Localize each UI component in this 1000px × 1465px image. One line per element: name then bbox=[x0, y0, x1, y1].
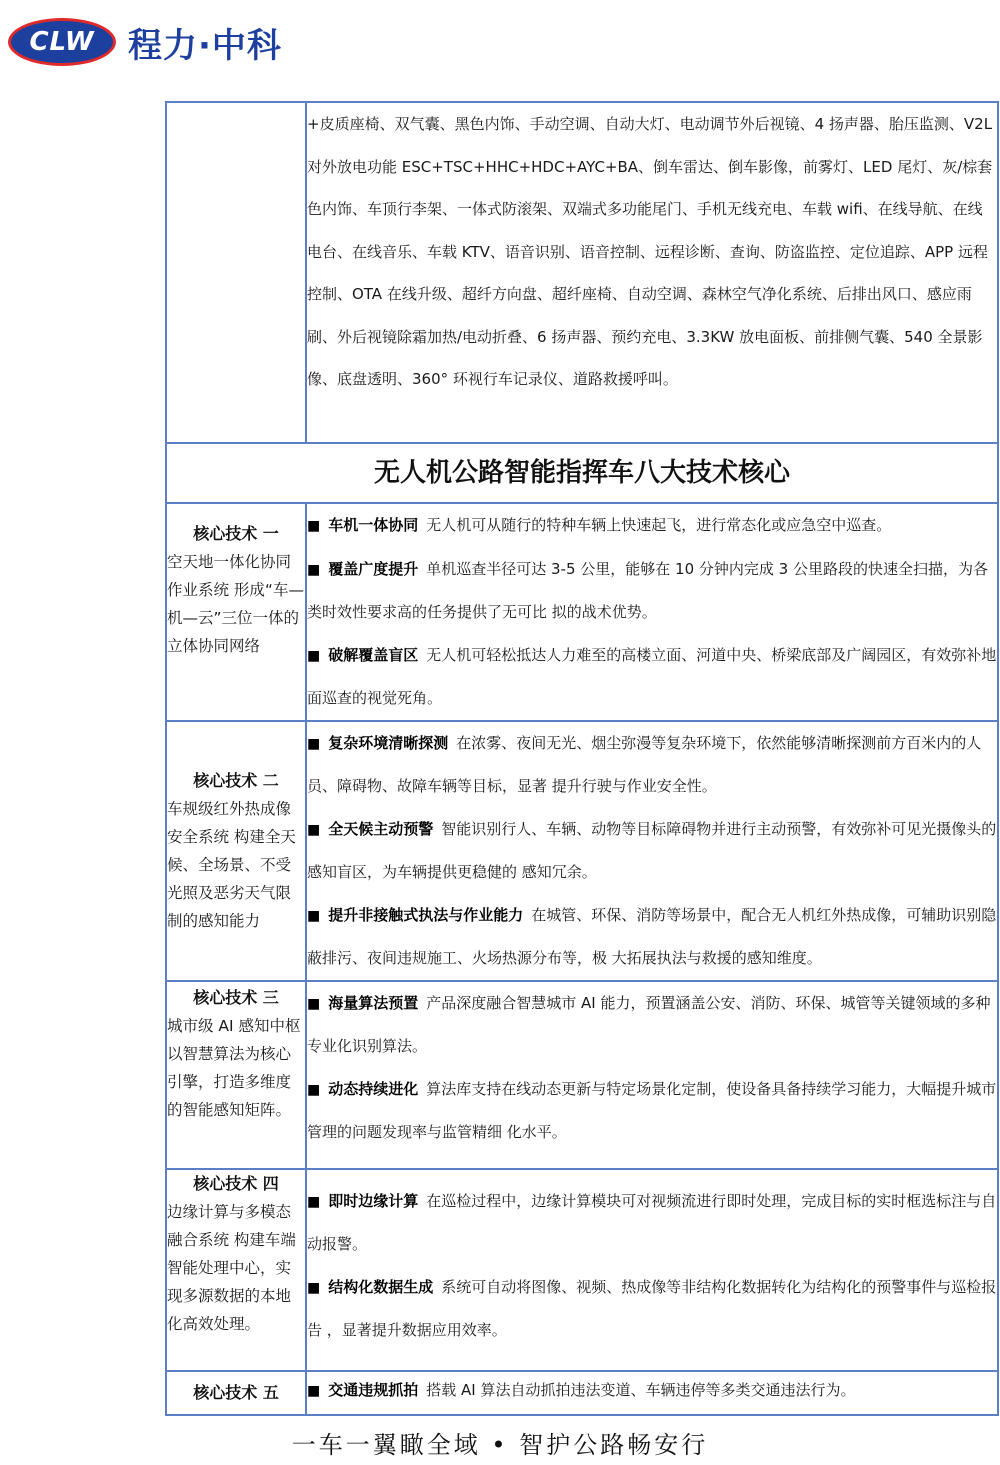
feature-title: 复杂环境清晰探测 bbox=[328, 733, 449, 752]
intro-left-cell bbox=[166, 102, 306, 443]
logo-mark-text: CLW bbox=[29, 27, 95, 57]
core-label-cell bbox=[166, 1169, 306, 1371]
bullet-square-icon: ■ bbox=[307, 1279, 321, 1296]
core-title: 核心技术 五 bbox=[193, 1382, 279, 1402]
feature-title: 全天候主动预警 bbox=[328, 819, 434, 838]
feature-item bbox=[307, 982, 997, 1068]
core-label-cell bbox=[166, 503, 306, 721]
feature-title: 海量算法预置 bbox=[328, 993, 419, 1012]
feature-item bbox=[307, 1266, 997, 1352]
core-features-cell bbox=[306, 721, 998, 981]
feature-text: 无人机可轻松抵达人力难至的高楼立面、河道中央、桥梁底部及广阔园区，有效弥补地面巡查的视觉死角。 bbox=[307, 645, 997, 707]
feature-title: 覆盖广度提升 bbox=[328, 559, 419, 578]
bullet-square-icon: ■ bbox=[307, 518, 321, 534]
section-title: 无人机公路智能指挥车八大技术核心 bbox=[166, 443, 998, 503]
feature-item bbox=[307, 894, 997, 980]
feature-text: 在城管、环保、消防等场景中，配合无人机红外热成像，可辅助识别隐蔽排污、夜间违规施工、火场热源分布等，极 大拓展执法与救援的感知维度。 bbox=[307, 905, 997, 967]
bullet-square-icon: ■ bbox=[307, 821, 321, 838]
logo-text: 程力·中科 bbox=[128, 25, 282, 66]
bullet-square-icon: ■ bbox=[307, 907, 321, 924]
core-row bbox=[166, 721, 998, 981]
core-features-cell bbox=[306, 1169, 998, 1371]
core-label-cell bbox=[166, 721, 306, 981]
bullet-square-icon: ■ bbox=[307, 1383, 321, 1399]
core-desc: 空天地一体化协同作业系统 形成“车—机—云”三位一体的立体协同网络 bbox=[167, 553, 304, 655]
feature-text: 系统可自动将图像、视频、热成像等非结构化数据转化为结构化的预警事件与巡检报告 ，显著提升数据应用效率。 bbox=[307, 1277, 997, 1339]
feature-text: 无人机可从随行的特种车辆上快速起飞，进行常态化或应急空中巡查。 bbox=[426, 516, 892, 534]
feature-item bbox=[307, 1373, 997, 1408]
feature-item bbox=[307, 548, 997, 634]
feature-text: 产品深度融合智慧城市 AI 能力，预置涵盖公安、消防、环保、城管等关键领域的多种专业化识别算法。 bbox=[307, 993, 991, 1055]
feature-text: 算法库支持在线动态更新与特定场景化定制，使设备具备持续学习能力，大幅提升城市管理的问题发现率与监管精细 化水平。 bbox=[307, 1079, 997, 1141]
bullet-square-icon: ■ bbox=[307, 735, 321, 752]
feature-item bbox=[307, 634, 997, 720]
feature-item bbox=[307, 1068, 997, 1154]
spec-table bbox=[165, 101, 999, 1416]
feature-title: 车机一体协同 bbox=[328, 516, 419, 534]
bullet-square-icon: ■ bbox=[307, 995, 321, 1012]
core-title: 核心技术 四 bbox=[193, 1173, 279, 1193]
core-label-cell bbox=[166, 981, 306, 1169]
feature-item bbox=[307, 722, 997, 808]
core-row bbox=[166, 1169, 998, 1371]
intro-row bbox=[166, 102, 998, 443]
feature-text: 智能识别行人、车辆、动物等目标障碍物并进行主动预警，有效弥补可见光摄像头的感知盲区，为车辆提供更稳健的 感知冗余。 bbox=[307, 819, 997, 881]
feature-item bbox=[307, 1180, 997, 1266]
core-title: 核心技术 三 bbox=[193, 987, 279, 1007]
core-label-cell bbox=[166, 1371, 306, 1415]
core-features-cell bbox=[306, 503, 998, 721]
feature-text: 搭载 AI 算法自动抓拍违法变道、车辆违停等多类交通违法行为。 bbox=[426, 1381, 856, 1399]
intro-right-cell bbox=[306, 102, 998, 443]
feature-text: 在浓雾、夜间无光、烟尘弥漫等复杂环境下，依然能够清晰探测前方百米内的人员、障碍物、故障车辆等目标，显著 提升行驶与作业安全性。 bbox=[307, 733, 982, 795]
core-title: 核心技术 一 bbox=[193, 524, 279, 543]
logo-mark bbox=[8, 18, 116, 66]
feature-title: 交通违规抓拍 bbox=[328, 1381, 419, 1399]
core-desc: 车规级红外热成像安全系统 构建全天候、全场景、不受光照及恶劣天气限制的感知能力 bbox=[167, 799, 296, 930]
core-title: 核心技术 二 bbox=[193, 770, 279, 790]
feature-text: 在巡检过程中，边缘计算模块可对视频流进行即时处理，完成目标的实时框选标注与自动报警。 bbox=[307, 1191, 997, 1253]
core-desc: 城市级 AI 感知中枢 以智慧算法为核心引擎，打造多维度的智能感知矩阵。 bbox=[167, 1016, 301, 1119]
feature-title: 结构化数据生成 bbox=[328, 1277, 434, 1296]
core-features-cell bbox=[306, 1371, 998, 1415]
intro-text: +皮质座椅、双气囊、黑色内饰、手动空调、自动大灯、电动调节外后视镜、4 扬声器、胎压监测、V2L 对外放电功能 ESC+TSC+HHC+HDC+AYC+BA、倒车雷达、倒车影像，前雾灯、LED 尾灯、灰/棕套色内饰、车顶行李架、一体式防滚架、双端式多功能尾门、手机无线充电、车载 wifi、在线导航、在线电台、在线音乐、车载 KTV、语音识别、语音控制、远程诊断、查询、防盗监控、定位追踪、APP 远程控制、OTA 在线升级、超纤方向盘、超纤座椅、自动空调、森林空气净化系统、后排出风口、感应雨刷、外后视镜除霜加热/电动折叠、6 扬声器、预约充电、3.3KW 放电面板、前排侧气囊、540 全景影像、底盘透明、360° 环视行车记录仪、道路救援呼叫。 bbox=[307, 115, 993, 388]
feature-title: 提升非接触式执法与作业能力 bbox=[328, 905, 524, 924]
core-row bbox=[166, 503, 998, 721]
bullet-square-icon: ■ bbox=[307, 1193, 321, 1210]
feature-title: 破解覆盖盲区 bbox=[328, 645, 419, 664]
feature-title: 即时边缘计算 bbox=[328, 1191, 419, 1210]
core-row bbox=[166, 981, 998, 1169]
feature-item bbox=[307, 504, 997, 548]
company-logo bbox=[8, 14, 282, 70]
section-title-row bbox=[166, 443, 998, 503]
core-features-cell bbox=[306, 981, 998, 1169]
bullet-square-icon: ■ bbox=[307, 561, 321, 578]
feature-item bbox=[307, 808, 997, 894]
core-desc: 边缘计算与多模态融合系统 构建车端智能处理中心，实现多源数据的本地化高效处理。 bbox=[167, 1202, 296, 1333]
bullet-square-icon: ■ bbox=[307, 647, 321, 664]
core-row bbox=[166, 1371, 998, 1415]
feature-text: 单机巡查半径可达 3-5 公里，能够在 10 分钟内完成 3 公里路段的快速全扫描，为各类时效性要求高的任务提供了无可比 拟的战术优势。 bbox=[307, 559, 988, 621]
feature-title: 动态持续进化 bbox=[328, 1079, 419, 1098]
bullet-square-icon: ■ bbox=[307, 1081, 321, 1098]
footer-slogan: 一车一翼瞰全域 • 智护公路畅安行 bbox=[291, 1431, 709, 1459]
